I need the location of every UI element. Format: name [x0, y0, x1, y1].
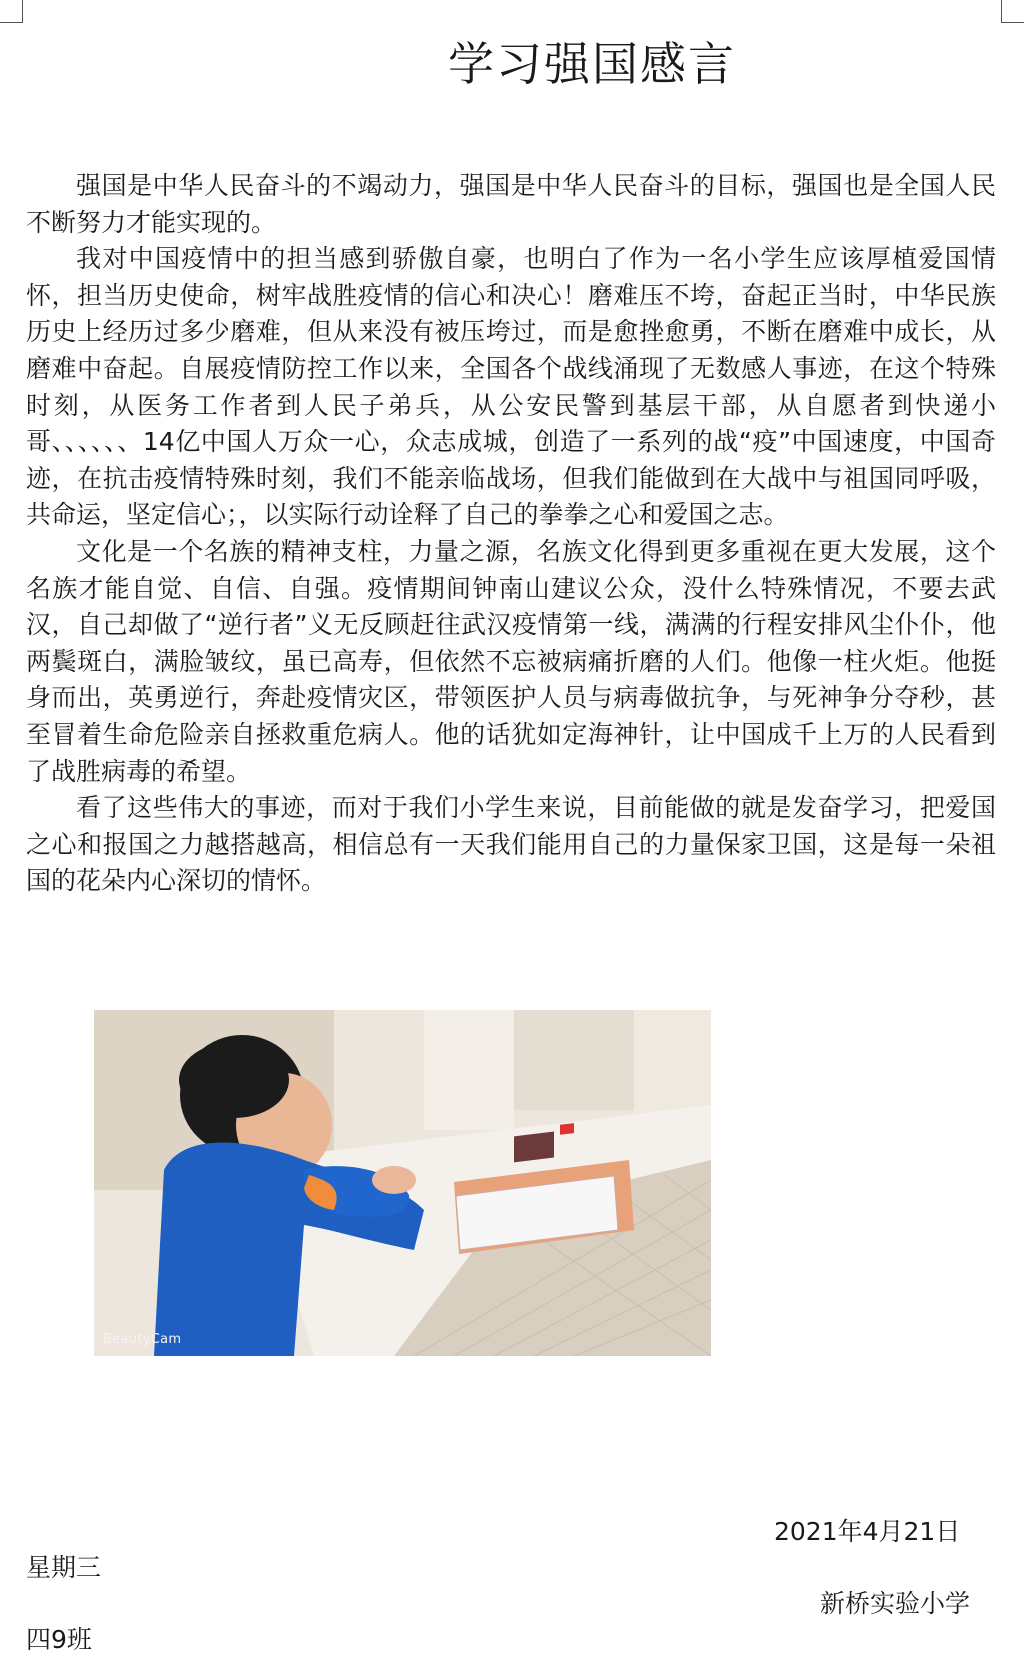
document-date: 2021年4月21日	[774, 1517, 961, 1546]
article-body	[26, 168, 996, 900]
student-photo	[94, 1010, 711, 1356]
photo-illustration	[94, 1010, 711, 1356]
paragraph: 强国是中华人民奋斗的不竭动力，强国是中华人民奋斗的目标，强国也是全国人民不断努力才能实现的。	[26, 171, 996, 237]
paragraph: 看了这些伟大的事迹，而对于我们小学生来说，目前能做的就是发奋学习，把爱国之心和报国之力越搭越高，相信总有一天我们能用自己的力量保家卫国，这是每一朵祖国的花朵内心深切的情怀。	[26, 793, 996, 896]
document-weekday: 星期三	[26, 1553, 102, 1582]
class-name: 四9班	[26, 1625, 92, 1654]
crop-mark-top-right	[1001, 0, 1024, 23]
paragraph: 我对中国疫情中的担当感到骄傲自豪，也明白了作为一名小学生应该厚植爱国情怀，担当历史使命，树牢战胜疫情的信心和决心！磨难压不垮，奋起正当时，中华民族历史上经历过多少磨难，但从来没有被压垮过，而是愈挫愈勇，不断在磨难中成长，从磨难中奋起。自展疫情防控工作以来，全国各个战线涌现了无数感人事迹，在这个特殊时刻，从医务工作者到人民子弟兵，从公安民警到基层干部，从自愿者到快递小哥、、、、、、14亿中国人万众一心，众志成城，创造了一系列的战“疫”中国速度，中国奇迹，在抗击疫情特殊时刻，我们不能亲临战场，但我们能做到在大战中与祖国同呼吸，共命运，坚定信心；，以实际行动诠释了自己的拳拳之心和爱国之志。	[26, 244, 996, 530]
school-name: 新桥实验小学	[820, 1589, 971, 1618]
photo-watermark: BeautyCam	[103, 1332, 182, 1347]
paragraph: 文化是一个名族的精神支柱，力量之源，名族文化得到更多重视在更大发展，这个名族才能自觉、自信、自强。疫情期间钟南山建议公众，没什么特殊情况，不要去武汉，自己却做了“逆行者”义无反顾赶往武汉疫情第一线，满满的行程安排风尘仆仆，他两鬓斑白，满脸皱纹，虽已高寿，但依然不忘被病痛折磨的人们。他像一柱火炬。他挺身而出，英勇逆行，奔赴疫情灾区，带领医护人员与病毒做抗争，与死神争分夺秒，甚至冒着生命危险亲自拯救重危病人。他的话犹如定海神针，让中国成千上万的人民看到了战胜病毒的希望。	[26, 536, 996, 786]
document-title: 学习强国感言	[448, 37, 736, 91]
crop-mark-top-left	[0, 0, 23, 23]
